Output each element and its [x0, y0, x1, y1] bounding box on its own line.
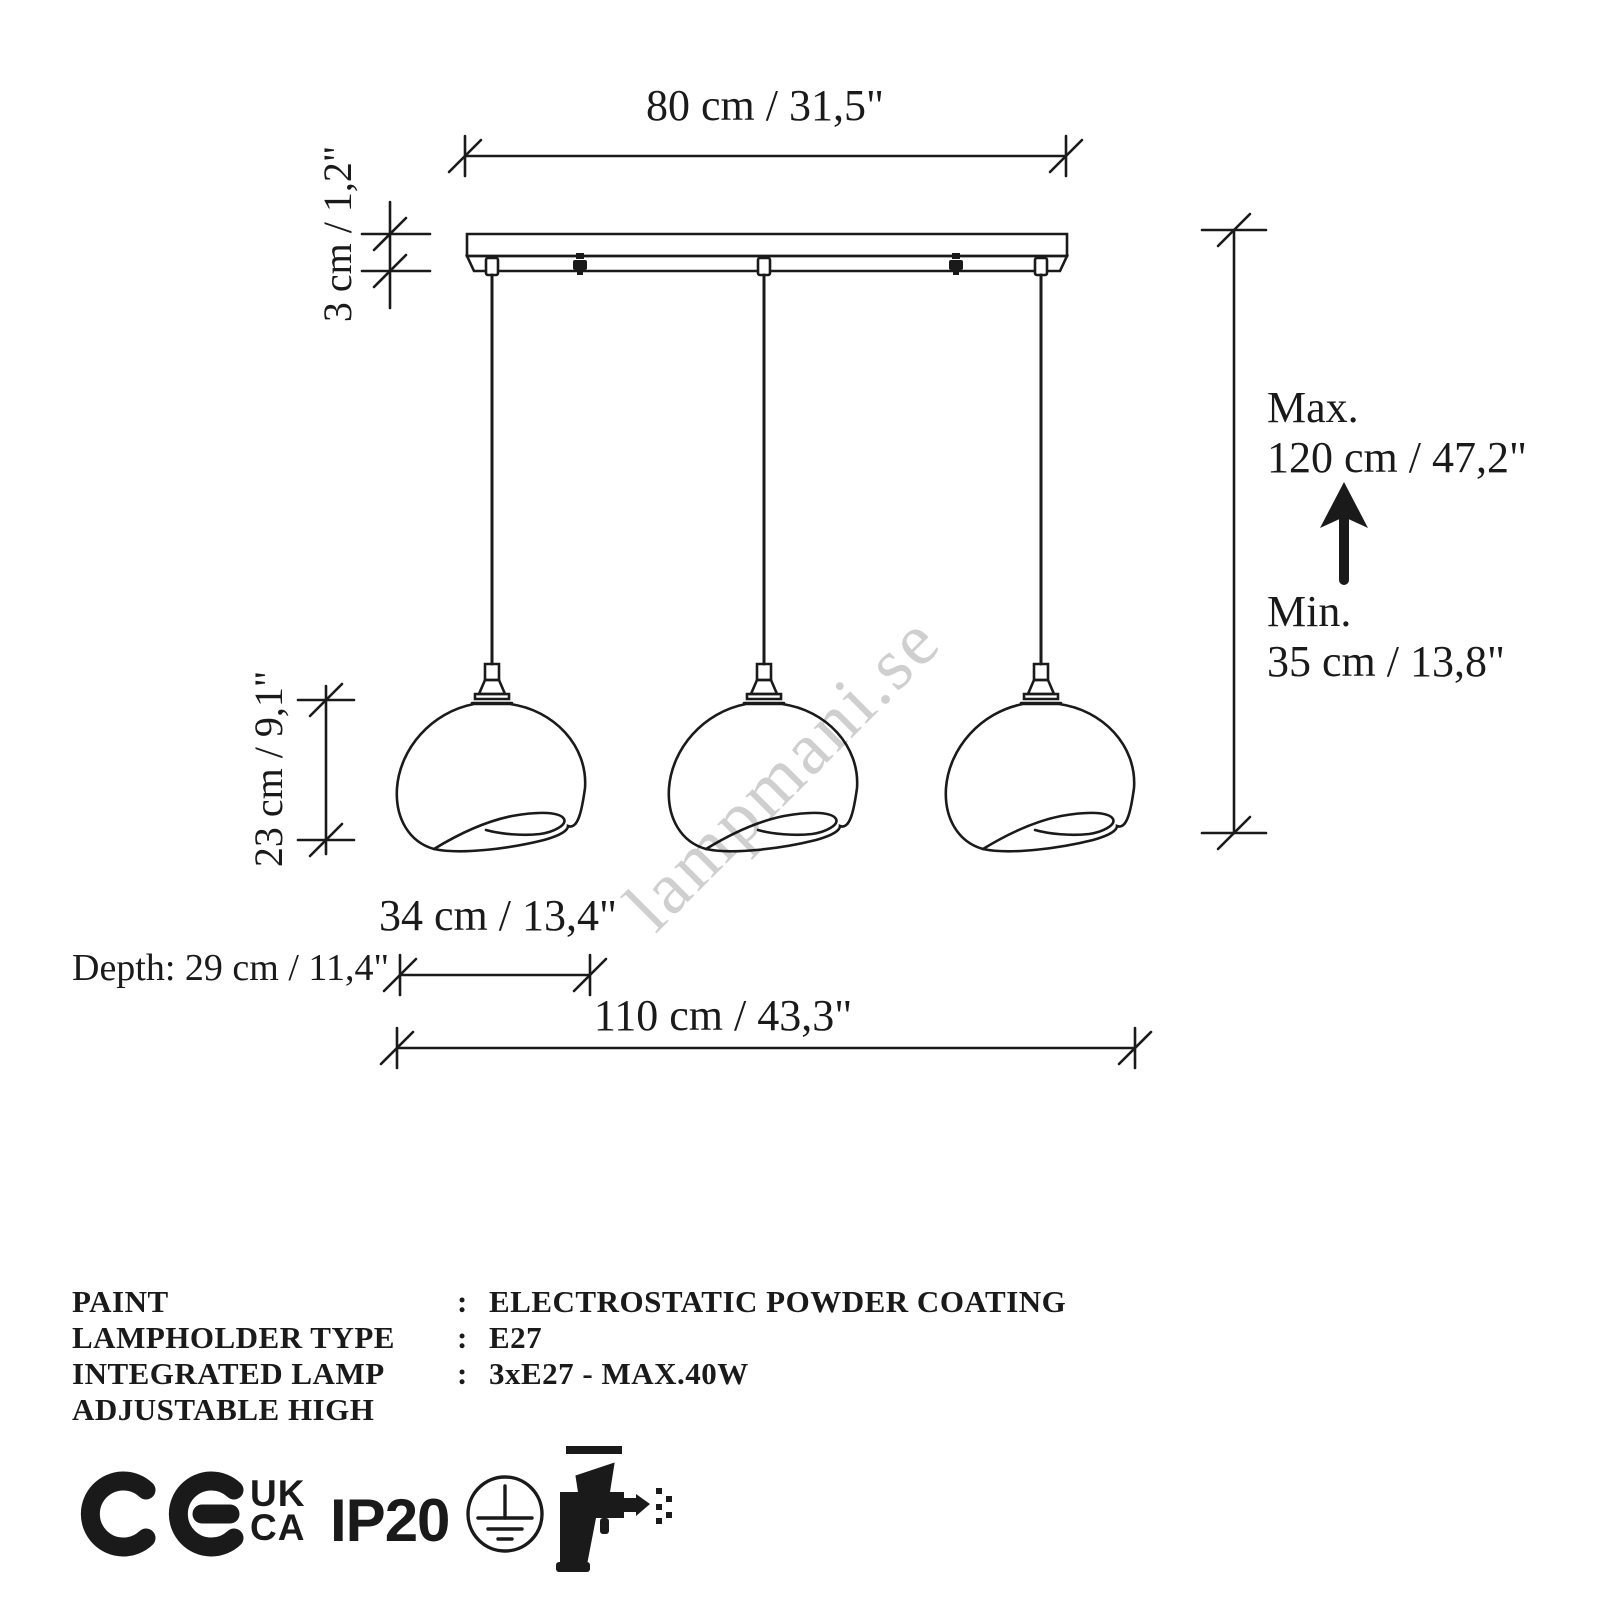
spec-value: 3xE27 - MAX.40W [489, 1356, 749, 1391]
spec-value: E27 [489, 1320, 543, 1355]
ukca-line1: UK [250, 1473, 306, 1514]
spec-label: ADJUSTABLE HIGH [72, 1392, 375, 1427]
spec-label: PAINT [72, 1284, 169, 1319]
spec-label: LAMPHOLDER TYPE [72, 1320, 395, 1355]
spec-row-integrated-lamp [72, 1356, 1272, 1392]
spec-row-adjustable-high [72, 1392, 1272, 1428]
min-label: Min. [1267, 587, 1352, 636]
spec-colon: : [457, 1320, 468, 1355]
dim-total-width-label: 110 cm / 43,3" [593, 991, 853, 1040]
watermark: lampmani.se [609, 599, 957, 947]
spray-paint-gun-icon [556, 1446, 672, 1572]
max-label: Max. [1267, 383, 1359, 432]
dim-shade-height-label: 23 cm / 9,1" [246, 670, 291, 868]
dim-rail-thickness-label: 3 cm / 1,2" [315, 145, 360, 323]
dimension-line-rail-thickness [362, 202, 430, 308]
max-value: 120 cm / 47,2" [1267, 433, 1527, 482]
ceiling-rail [467, 234, 1067, 275]
spec-value: ELECTROSTATIC POWDER COATING [489, 1284, 1067, 1319]
specifications-block [72, 1284, 1272, 1428]
spec-colon: : [457, 1284, 468, 1319]
spec-colon [457, 1392, 489, 1428]
suspension-cables [492, 275, 1041, 664]
ukca-line2: CA [250, 1507, 306, 1548]
dim-shade-width-label: 34 cm / 13,4" [379, 891, 617, 940]
spec-row-paint [72, 1284, 1272, 1320]
pendant-shade-center [669, 664, 857, 851]
min-value: 35 cm / 13,8" [1267, 637, 1505, 686]
dimension-line-shade-height [298, 684, 354, 856]
pendant-shade-right [946, 664, 1134, 851]
dim-depth-label: Depth: 29 cm / 11,4" [72, 947, 390, 989]
dimension-line-rail-width [449, 136, 1082, 176]
ip-rating-label: IP20 [330, 1487, 450, 1554]
spec-label: INTEGRATED LAMP [72, 1356, 385, 1391]
dimension-line-hanging-height [1202, 214, 1266, 849]
ukca-mark-icon [250, 1473, 306, 1548]
dimension-line-shade-width [384, 955, 606, 995]
dim-rail-width-label: 80 cm / 31,5" [646, 81, 884, 130]
spec-colon: : [457, 1356, 468, 1391]
protective-earth-icon [468, 1477, 542, 1551]
adjustable-height-arrow-icon [1320, 482, 1368, 580]
spray-dots [656, 1488, 672, 1524]
pendant-shade-left [397, 664, 585, 851]
ce-mark-icon [90, 1481, 234, 1547]
spec-row-lampholder [72, 1320, 1272, 1356]
